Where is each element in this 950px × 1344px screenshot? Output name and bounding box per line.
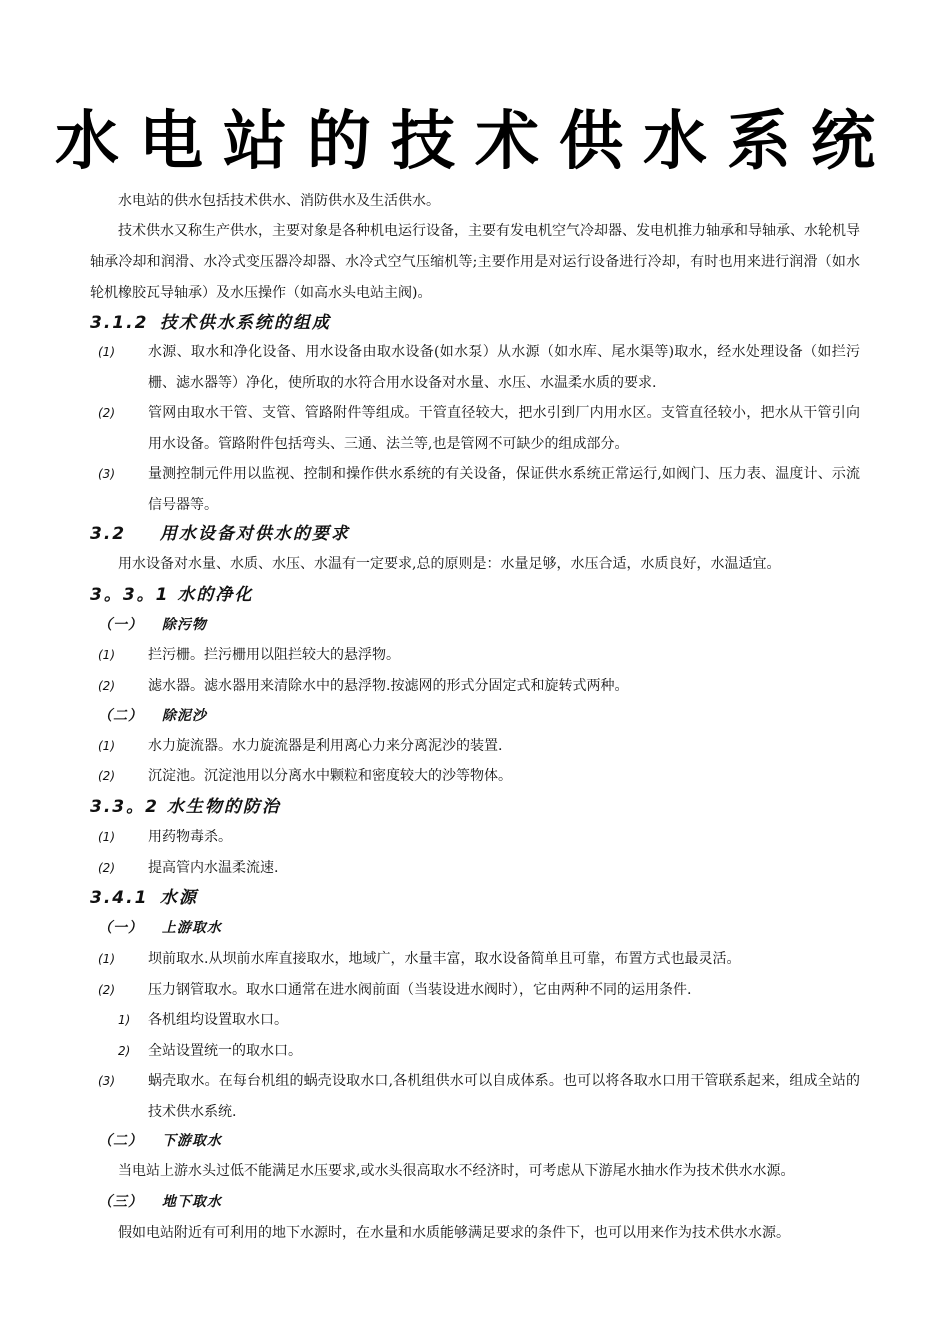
section-number: 3.2 <box>90 524 127 544</box>
section-heading-3-3-1 <box>90 582 253 608</box>
list-item <box>98 853 860 884</box>
item-number: (1) <box>98 952 115 966</box>
item-text: 提高管内水温柔流速. <box>148 860 279 876</box>
subsection-title: 除污物 <box>161 617 207 633</box>
subsection-paragraph: 当电站上游水头过低不能满足水压要求,或水头很高取水不经济时，可考虑从下游尾水抽水作为技术供水水源。 <box>118 1163 795 1179</box>
item-text: 蜗壳取水。在每台机组的蜗壳设取水口,各机组供水可以自成体系。也可以将各取水口用干管联系起来，组成全站的技术供水系统. <box>148 1073 860 1120</box>
subsection-title: 下游取水 <box>161 1133 222 1149</box>
list-item <box>98 761 860 792</box>
section-title: 水的净化 <box>177 585 254 605</box>
list-item <box>98 337 860 399</box>
section-title: 技术供水系统的组成 <box>159 313 331 333</box>
section-title: 水源 <box>159 888 198 908</box>
section-title: 水生物的防治 <box>166 797 281 817</box>
subsection-heading <box>98 704 207 728</box>
item-number: 2) <box>118 1044 131 1058</box>
list-subitem <box>118 1036 860 1067</box>
subsection-mark: （二） <box>98 1133 143 1149</box>
subsection-mark: （一） <box>98 920 143 936</box>
item-text: 拦污栅。拦污栅用以阻拦较大的悬浮物。 <box>148 647 400 663</box>
subsection-mark: （三） <box>98 1194 143 1210</box>
subsection-heading <box>98 613 207 637</box>
section-heading-3-3-2 <box>90 794 281 820</box>
subsection-title: 地下取水 <box>161 1194 222 1210</box>
item-number: (2) <box>98 769 115 783</box>
section-number: 3.3。2 <box>90 797 159 817</box>
intro-paragraph-1: 水电站的供水包括技术供水、消防供水及生活供水。 <box>118 193 440 209</box>
section-paragraph: 用水设备对水量、水质、水压、水温有一定要求,总的原则是：水量足够，水压合适，水质良好，水温适宜。 <box>118 556 781 572</box>
list-subitem <box>118 1005 860 1036</box>
item-text: 沉淀池。沉淀池用以分离水中颗粒和密度较大的沙等物体。 <box>148 768 512 784</box>
item-text: 压力钢管取水。取水口通常在进水阀前面（当装设进水阀时），它由两种不同的运用条件. <box>148 982 692 998</box>
item-text: 滤水器。滤水器用来清除水中的悬浮物.按滤网的形式分固定式和旋转式两种。 <box>148 678 629 694</box>
section-number: 3.4.1 <box>90 888 149 908</box>
list-item <box>98 975 860 1006</box>
item-number: (1) <box>98 648 115 662</box>
section-heading-3-1-2 <box>90 310 331 336</box>
item-text: 管网由取水干管、支管、管路附件等组成。干管直径较大，把水引到厂内用水区。支管直径较小，把水从干管引向用水设备。管路附件包括弯头、三通、法兰等,也是管网不可缺少的组成部分。 <box>148 405 860 452</box>
item-number: (2) <box>98 983 115 997</box>
subsection-mark: （二） <box>98 708 143 724</box>
subsection-title: 除泥沙 <box>161 708 207 724</box>
item-text: 全站设置统一的取水口。 <box>148 1043 302 1059</box>
subsection-title: 上游取水 <box>161 920 222 936</box>
section-title: 用水设备对供水的要求 <box>159 524 350 544</box>
item-number: (2) <box>98 679 115 693</box>
item-text: 各机组均设置取水口。 <box>148 1012 288 1028</box>
item-number: (1) <box>98 830 115 844</box>
item-number: (3) <box>98 1074 115 1088</box>
list-item <box>98 822 860 853</box>
list-item <box>98 671 860 702</box>
list-item <box>98 1066 860 1128</box>
subsection-heading <box>98 916 222 940</box>
list-item <box>98 398 860 460</box>
item-number: (2) <box>98 406 115 420</box>
item-text: 坝前取水.从坝前水库直接取水，地域广，水量丰富，取水设备简单且可靠，布置方式也最灵活。 <box>148 951 741 967</box>
list-item <box>98 459 860 521</box>
item-text: 水力旋流器。水力旋流器是利用离心力来分离泥沙的装置. <box>148 738 503 754</box>
page-title: 水电站的技术供水系统 <box>55 105 895 179</box>
section-number: 3。3。1 <box>90 585 170 605</box>
section-number: 3.1.2 <box>90 313 149 333</box>
item-text: 水源、取水和净化设备、用水设备由取水设备(如水泵）从水源（如水库、尾水渠等)取水，经水处理设备（如拦污栅、滤水器等）净化，使所取的水符合用水设备对水量、水压、水温柔水质的要求. <box>148 344 860 391</box>
list-item <box>98 640 860 671</box>
section-heading-3-4-1 <box>90 885 198 911</box>
section-heading-3-2 <box>90 521 350 547</box>
item-number: (2) <box>98 861 115 875</box>
subsection-mark: （一） <box>98 617 143 633</box>
subsection-paragraph: 假如电站附近有可利用的地下水源时，在水量和水质能够满足要求的条件下，也可以用来作为技术供水水源。 <box>118 1225 790 1241</box>
intro-paragraph-2: 技术供水又称生产供水，主要对象是各种机电运行设备，主要有发电机空气冷却器、发电机推力轴承和导轴承、水轮机导轴承冷却和润滑、水冷式变压器冷却器、水冷式空气压缩机等;主要作用是对运行设备进行冷却，有时也用来进行润滑（如水轮机橡胶瓦导轴承）及水压操作（如高水头电站主阀)。 <box>90 223 860 301</box>
item-number: (3) <box>98 467 115 481</box>
item-number: 1) <box>118 1013 131 1027</box>
item-number: (1) <box>98 739 115 753</box>
item-text: 用药物毒杀。 <box>148 829 232 845</box>
item-number: (1) <box>98 345 115 359</box>
item-text: 量测控制元件用以监视、控制和操作供水系统的有关设备，保证供水系统正常运行,如阀门、压力表、温度计、示流信号器等。 <box>148 466 860 513</box>
list-item <box>98 944 860 975</box>
list-item <box>98 731 860 762</box>
subsection-heading <box>98 1129 222 1153</box>
subsection-heading <box>98 1190 222 1214</box>
